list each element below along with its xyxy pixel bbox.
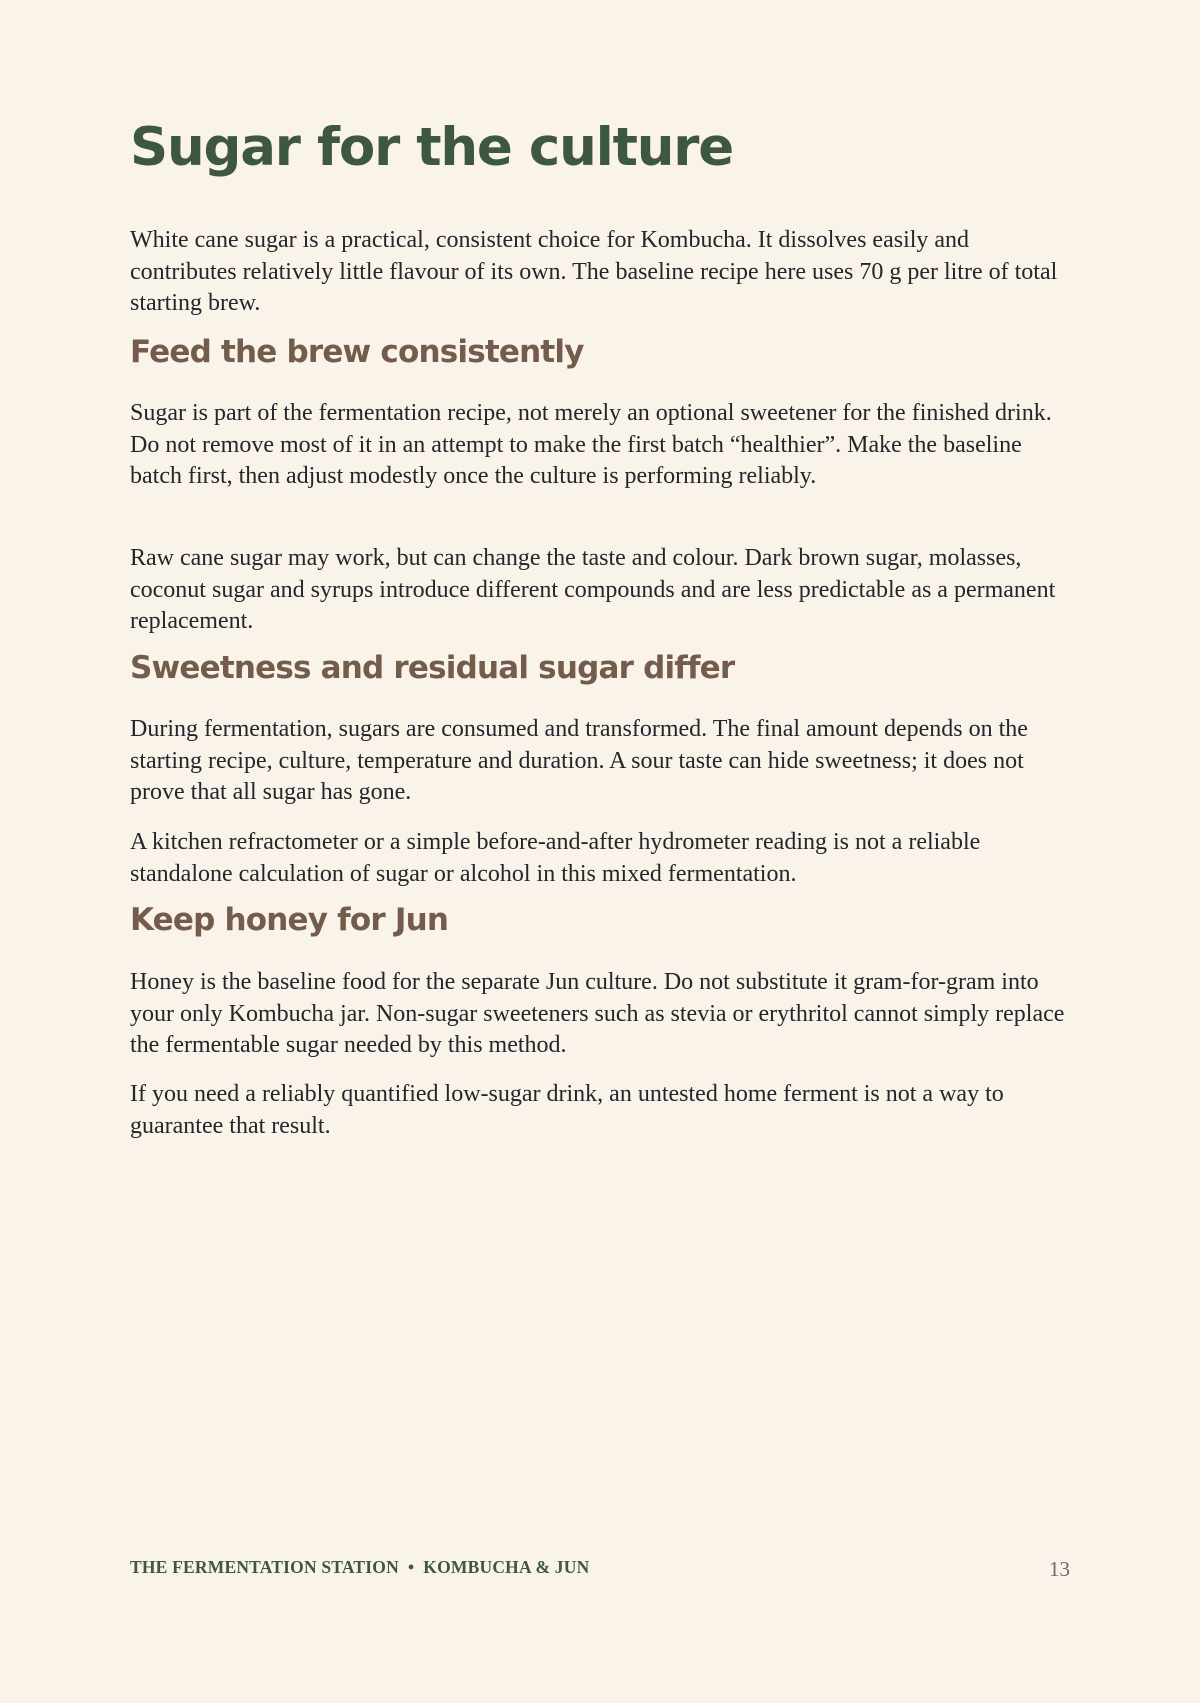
section-2-paragraph-1: During fermentation, sugars are consumed and transformed. The final amount depends on the starting recipe, culture, temperature and duration. A sour taste can hide sweetness; it does not prove that all sugar has gone.	[130, 716, 1028, 805]
footer-publication: THE FERMENTATION STATION	[130, 1557, 399, 1577]
intro-paragraph: White cane sugar is a practical, consistent choice for Kombucha. It dissolves easily and contributes relatively little flavour of its own. The baseline recipe here uses 70 g per litre of total starting brew.	[130, 227, 1058, 316]
section-1-paragraph-1: Sugar is part of the fermentation recipe, not merely an optional sweetener for the finished drink. Do not remove most of it in an attempt to make the first batch “healthier”. Make the baseline batch first, then adjust modestly once the culture is performing reliably.	[130, 400, 1052, 489]
section-3-paragraph-1: Honey is the baseline food for the separate Jun culture. Do not substitute it gram-for-gram into your only Kombucha jar. Non-sugar sweeteners such as stevia or erythritol cannot simply replace the fermentable sugar needed by this method.	[130, 969, 1065, 1058]
section-3-paragraph-2: If you need a reliably quantified low-sugar drink, an untested home ferment is not a way to guarantee that result.	[130, 1081, 1004, 1139]
page-number: 13	[1049, 1557, 1070, 1581]
section-2-paragraph-2: A kitchen refractometer or a simple before-and-after hydrometer reading is not a reliable standalone calculation of sugar or alcohol in this mixed fermentation.	[130, 829, 981, 887]
page-title: Sugar for the culture	[130, 117, 733, 178]
section-heading-feed-the-brew: Feed the brew consistently	[130, 334, 584, 370]
section-1-paragraph-2: Raw cane sugar may work, but can change the taste and colour. Dark brown sugar, molasses, coconut sugar and syrups introduce different compounds and are less predictable as a permanent replacement.	[130, 545, 1056, 634]
section-heading-sweetness: Sweetness and residual sugar differ	[130, 650, 735, 686]
footer-separator: •	[407, 1557, 415, 1577]
footer-section: KOMBUCHA & JUN	[423, 1557, 590, 1577]
section-heading-keep-honey: Keep honey for Jun	[130, 902, 449, 938]
page-footer	[130, 1553, 1070, 1583]
running-footer	[130, 1557, 589, 1578]
